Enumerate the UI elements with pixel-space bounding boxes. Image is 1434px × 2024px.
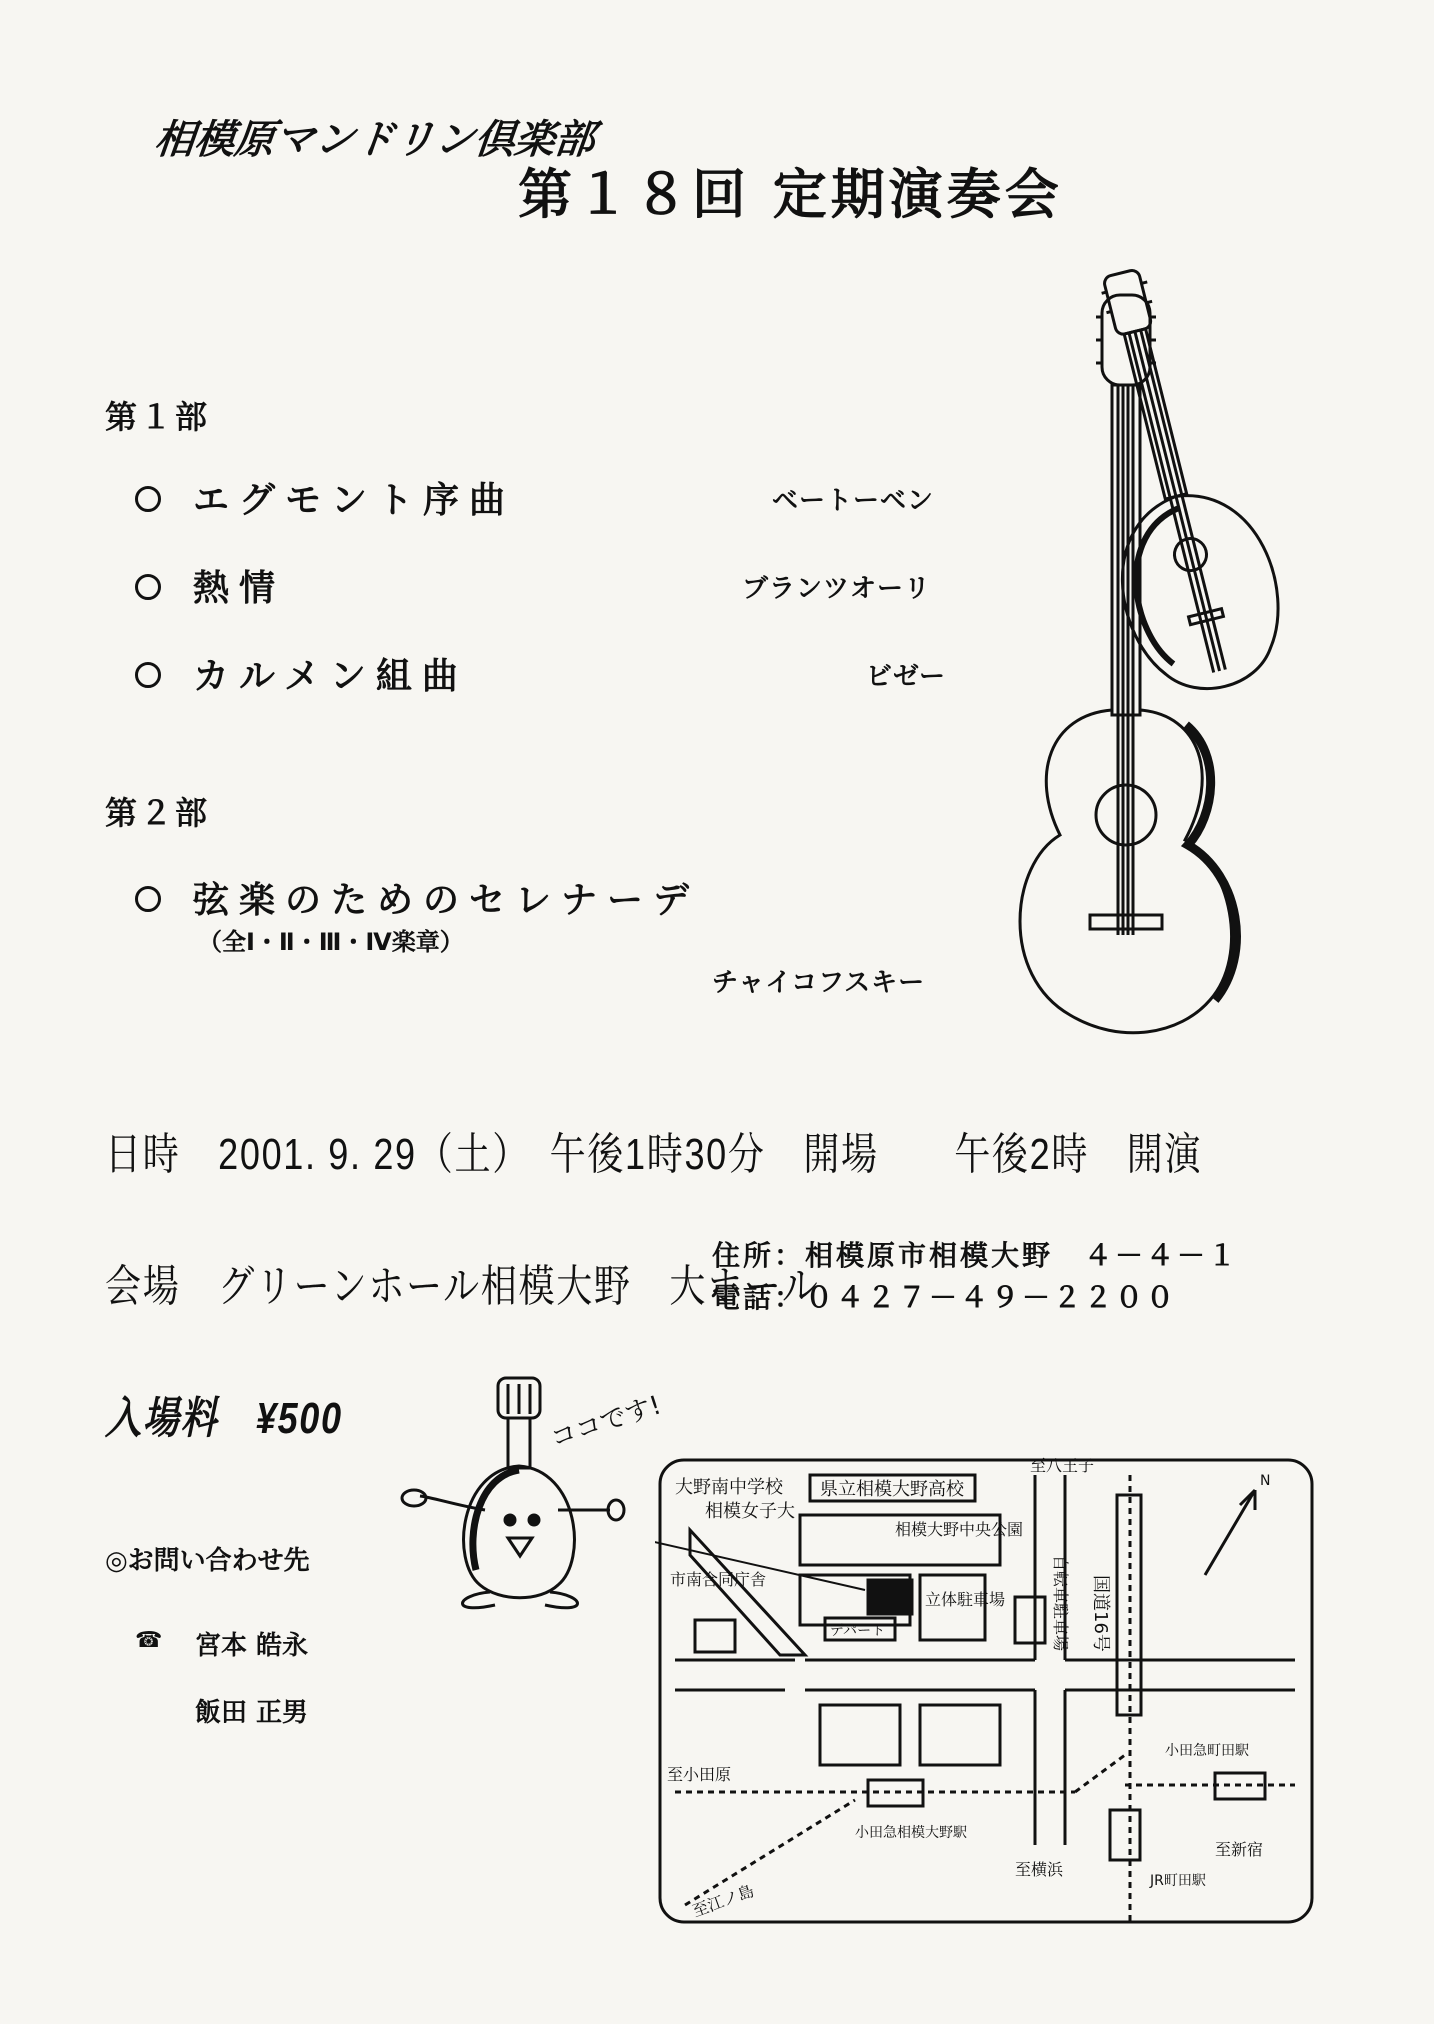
part2-heading: 第２部 — [105, 794, 211, 832]
map-label: 至江ノ島 — [689, 1881, 757, 1921]
phone-icon: ☎ — [135, 1628, 163, 1653]
program-item — [135, 872, 699, 923]
map-label: 県立相模大野高校 — [820, 1479, 964, 1500]
club-name: 相模原マンドリン倶楽部 — [152, 117, 598, 163]
map-label: JR町田駅 — [1150, 1873, 1206, 1889]
map-label: 至新宿 — [1215, 1840, 1264, 1859]
program-item — [135, 472, 515, 523]
composer-name: ビゼー — [866, 662, 946, 692]
contact-person: 宮本 皓永 — [195, 1631, 309, 1661]
part1-heading: 第１部 — [105, 398, 211, 436]
event-datetime: 日時 2001. 9. 29（土） 午後1時30分 開場 午後2時 開演 — [105, 1130, 1203, 1179]
map-label: 国道16号 — [1090, 1575, 1111, 1652]
map-label: 相模大野中央公園 — [895, 1520, 1024, 1539]
venue-location-map — [655, 1455, 1320, 1930]
map-label: デパート — [830, 1623, 886, 1639]
composer-name: ベートーベン — [772, 486, 935, 516]
composer-name: ブランツオーリ — [742, 574, 932, 604]
movements-note: （全Ⅰ・Ⅱ・Ⅲ・Ⅳ楽章） — [198, 928, 464, 956]
venue-address: 住所：相模原市相模大野 ４－４－１ — [712, 1239, 1240, 1272]
map-label: 至八王子 — [1030, 1456, 1095, 1475]
piece-title: カルメン組曲 — [193, 656, 468, 697]
bullet-circle-icon — [135, 486, 161, 512]
bullet-circle-icon — [135, 574, 161, 600]
guitar-mandolin-illustration — [990, 255, 1370, 1045]
program-item — [135, 560, 285, 611]
map-label: 小田急町田駅 — [1165, 1743, 1249, 1759]
program-item — [135, 648, 468, 699]
venue-phone: 電話：０４２７－４９－２２００ — [712, 1281, 1178, 1314]
map-label: 小田急相模大野駅 — [855, 1825, 967, 1841]
piece-title: 熱情 — [193, 568, 286, 609]
contact-person: 飯田 正男 — [195, 1698, 309, 1728]
piece-title: 弦楽のためのセレナーデ — [193, 880, 700, 921]
map-callout: ココです! — [546, 1390, 665, 1455]
map-label: 自転車駐車場 — [1051, 1555, 1070, 1652]
contact-heading: ◎お問い合わせ先 — [105, 1546, 310, 1576]
bullet-circle-icon — [135, 662, 161, 688]
map-label: 大野南中学校 — [675, 1477, 783, 1498]
map-label: 至横浜 — [1015, 1860, 1064, 1879]
map-label: 至小田原 — [667, 1765, 732, 1784]
map-label: 相模女子大 — [705, 1501, 795, 1522]
event-venue: 会場 グリーンホール相模大野 大ホール — [105, 1262, 820, 1311]
piece-title: エグモント序曲 — [193, 480, 516, 521]
admission-fee: 入場料 ¥500 — [105, 1394, 343, 1443]
map-label: 市南合同庁舎 — [670, 1570, 767, 1589]
composer-name: チャイコフスキー — [712, 968, 926, 998]
bullet-circle-icon — [135, 886, 161, 912]
north-label: N — [1260, 1473, 1271, 1489]
map-label: 立体駐車場 — [925, 1590, 1006, 1609]
concert-title: 第１８回 定期演奏会 — [518, 163, 1063, 226]
